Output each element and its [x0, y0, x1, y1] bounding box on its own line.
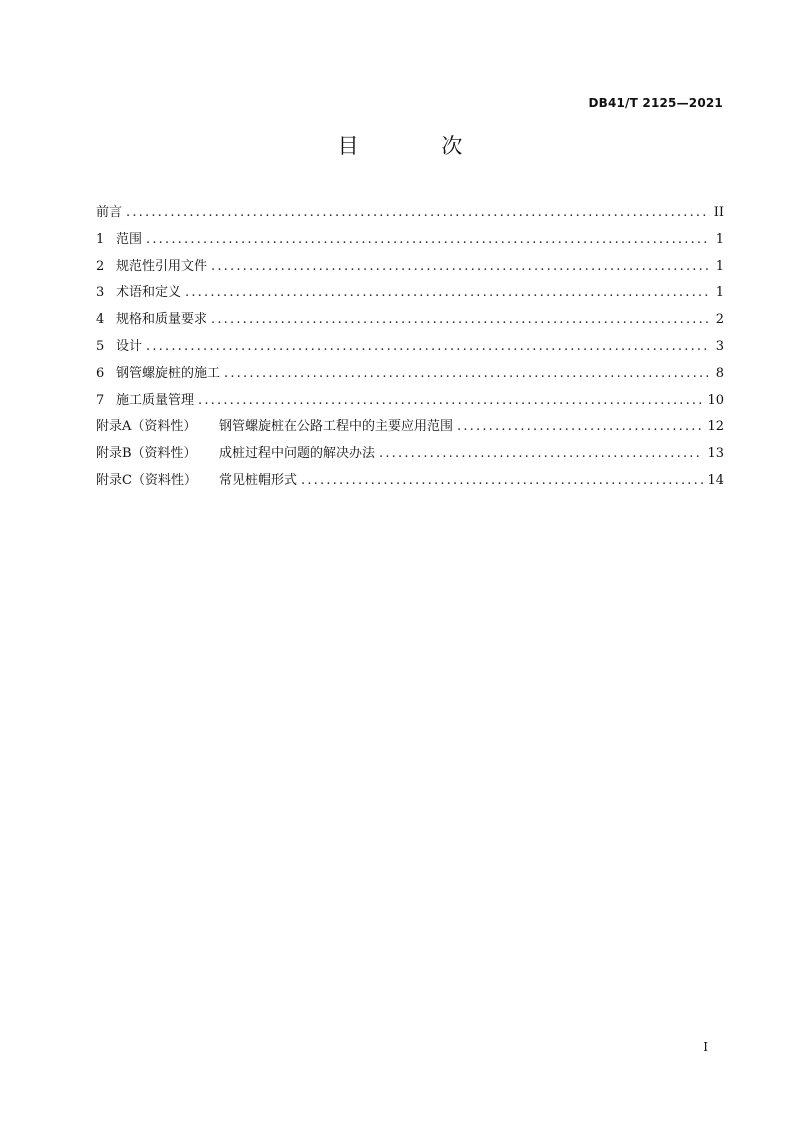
toc-entry-title: 成桩过程中问题的解决办法	[219, 446, 376, 462]
toc-entry-number: 6	[96, 365, 105, 381]
toc-leader-dots	[211, 312, 710, 327]
page-title: 目 次	[337, 134, 501, 158]
toc-entry-construction[interactable]	[96, 362, 724, 389]
toc-leader-dots	[457, 419, 703, 434]
toc-entry-page: 8	[715, 365, 724, 381]
toc-entry-number: 4	[96, 312, 105, 328]
toc-entry-title: 范围	[116, 231, 143, 247]
toc-entry-title: 前言	[96, 205, 123, 220]
toc-leader-dots	[301, 473, 703, 488]
toc-leader-dots	[379, 446, 703, 461]
toc-leader-dots	[211, 259, 710, 274]
toc-entry-title: 规格和质量要求	[116, 312, 208, 328]
document-code: DB41/T 2125—2021	[588, 96, 723, 110]
toc-entry-number: 5	[96, 338, 105, 354]
toc-appendix-label: 附录A（资料性）	[96, 419, 197, 435]
toc-entry-title: 规范性引用文件	[116, 258, 208, 274]
toc-entry-page: 14	[707, 472, 724, 488]
toc-entry-quality-management[interactable]	[96, 389, 724, 416]
toc-entry-page: 3	[715, 338, 724, 354]
toc-entry-page: 10	[707, 392, 724, 408]
toc-leader-dots	[146, 339, 710, 354]
toc-entry-page: 1	[715, 258, 724, 274]
toc-entry-appendix-b[interactable]	[96, 442, 724, 469]
page-number: I	[703, 1040, 708, 1054]
toc-entry-number: 2	[96, 258, 105, 274]
toc-entry-number: 7	[96, 392, 105, 408]
toc-entry-appendix-a[interactable]	[96, 415, 724, 442]
toc-entry-terms-definitions[interactable]	[96, 281, 724, 308]
toc-entry-title: 钢管螺旋桩在公路工程中的主要应用范围	[219, 419, 454, 435]
toc-appendix-label: 附录B（资料性）	[96, 446, 197, 462]
toc-entry-normative-references[interactable]	[96, 255, 724, 282]
toc-leader-dots	[126, 205, 710, 220]
toc-entry-foreword[interactable]	[96, 201, 724, 228]
toc-leader-dots	[146, 232, 710, 247]
toc-entry-page: 1	[715, 231, 724, 247]
toc-entry-number: 3	[96, 285, 105, 301]
toc-leader-dots	[198, 393, 703, 408]
toc-appendix-label: 附录C（资料性）	[96, 472, 197, 488]
toc-leader-dots	[224, 366, 710, 381]
toc-entry-page: 12	[707, 419, 724, 435]
toc-entry-number: 1	[96, 231, 105, 247]
toc-entry-appendix-c[interactable]	[96, 469, 724, 496]
toc-entry-page: 13	[707, 446, 724, 462]
table-of-contents	[96, 201, 724, 496]
toc-entry-page: 2	[715, 312, 724, 328]
toc-entry-title: 施工质量管理	[116, 392, 195, 408]
toc-entry-specifications-quality[interactable]	[96, 308, 724, 335]
toc-entry-design[interactable]	[96, 335, 724, 362]
toc-entry-title: 钢管螺旋桩的施工	[116, 365, 221, 381]
toc-entry-page: II	[713, 205, 724, 220]
toc-entry-title: 术语和定义	[116, 285, 182, 301]
toc-leader-dots	[185, 285, 710, 300]
toc-entry-page: 1	[715, 285, 724, 301]
toc-entry-scope[interactable]	[96, 228, 724, 255]
toc-entry-title: 常见桩帽形式	[219, 472, 298, 488]
toc-entry-title: 设计	[116, 338, 143, 354]
